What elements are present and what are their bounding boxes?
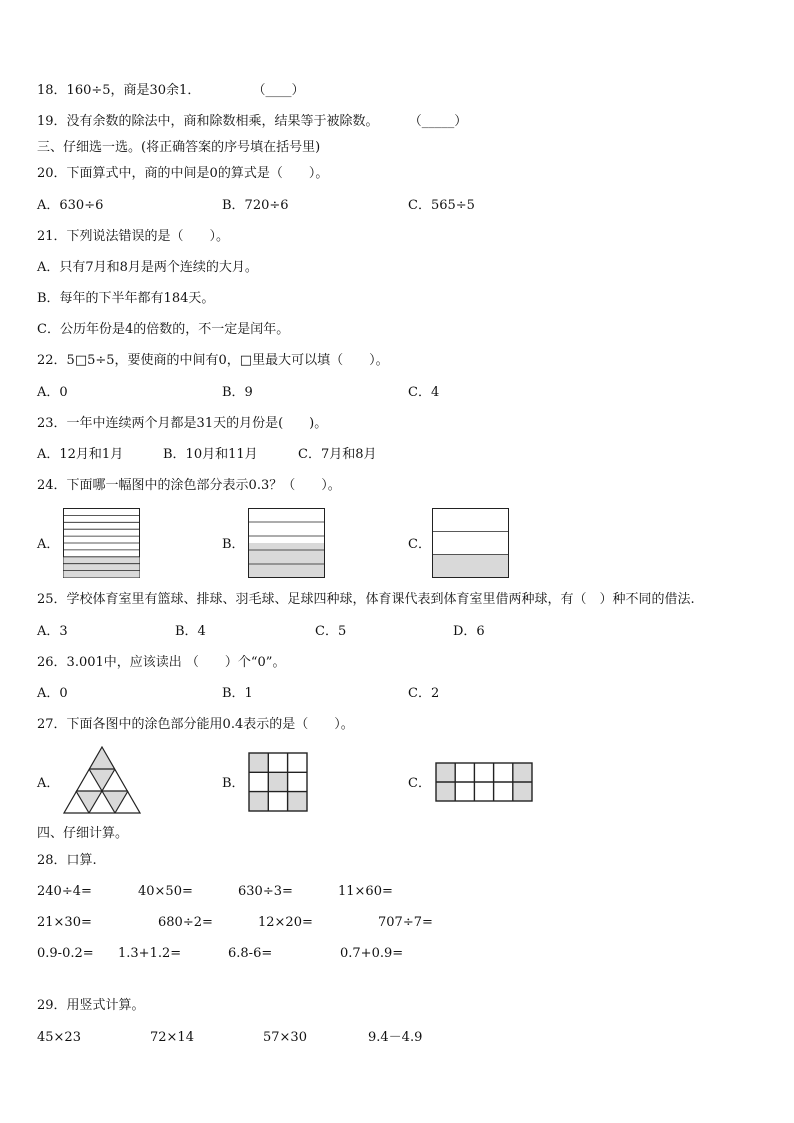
figure-27-b[interactable] (248, 752, 308, 812)
option-24-b-label[interactable]: B． (222, 537, 245, 552)
option-26-a[interactable]: A．0 (37, 686, 68, 701)
vertical-calc-item: 57×30 (263, 1030, 307, 1045)
oral-calc-item: 40×50= (138, 884, 193, 899)
option-25-c[interactable]: C．5 (315, 624, 347, 639)
option-21-a[interactable]: A．只有7月和8月是两个连续的大月。 (37, 260, 258, 275)
figure-24-c[interactable] (432, 508, 509, 578)
oral-calc-item: 0.7+0.9= (340, 946, 404, 961)
triangle-grid (63, 746, 141, 814)
question-22: 22．5□5÷5，要使商的中间有0，□里最大可以填（ ）。 (37, 353, 389, 368)
vertical-calc-item: 9.4－4.9 (368, 1030, 423, 1045)
option-27-a-label[interactable]: A． (37, 776, 60, 791)
option-20-c[interactable]: C．565÷5 (408, 198, 475, 213)
option-25-b[interactable]: B．4 (175, 624, 206, 639)
option-22-b[interactable]: B．9 (222, 385, 253, 400)
oral-calc-item: 11×60= (338, 884, 393, 899)
option-25-a[interactable]: A．3 (37, 624, 68, 639)
option-25-d[interactable]: D．6 (453, 624, 485, 639)
option-24-a-label[interactable]: A． (37, 537, 60, 552)
question-23: 23．一年中连续两个月都是31天的月份是( )。 (37, 416, 328, 431)
oral-calc-item: 21×30= (37, 915, 92, 930)
question-29: 29．用竖式计算。 (37, 998, 145, 1013)
answer-blank-18[interactable]: （____） (252, 83, 305, 98)
option-23-c[interactable]: C．7月和8月 (298, 447, 377, 462)
question-19-text: 19．没有余数的除法中，商和除数相乘，结果等于被除数。 (37, 114, 379, 129)
rectangle-third-shaded (432, 508, 509, 578)
rectangle-grid-5x2 (435, 762, 533, 802)
figure-24-a[interactable] (63, 508, 140, 578)
section-4-heading: 四、仔细计算。 (37, 826, 129, 841)
option-23-b[interactable]: B．10月和11月 (163, 447, 258, 462)
question-28: 28．口算. (37, 853, 97, 868)
option-24-c-label[interactable]: C． (408, 537, 431, 552)
oral-calc-item: 1.3+1.2= (118, 946, 182, 961)
striped-rectangle-30-percent (63, 508, 140, 578)
figure-27-a[interactable] (63, 746, 141, 814)
rectangle-half-shaded (248, 508, 325, 578)
oral-calc-item: 6.8-6= (228, 946, 273, 961)
figure-27-c[interactable] (435, 762, 533, 802)
question-20: 20．下面算式中，商的中间是0的算式是（ ）。 (37, 166, 329, 181)
option-27-c-label[interactable]: C． (408, 776, 431, 791)
question-24: 24．下面哪一幅图中的涂色部分表示0.3？（ ）。 (37, 478, 341, 493)
figure-24-b[interactable] (248, 508, 325, 578)
option-26-b[interactable]: B．1 (222, 686, 253, 701)
question-25: 25．学校体育室里有篮球、排球、羽毛球、足球四种球，体育课代表到体育室里借两种球，有（ ）种不同的借法. (37, 592, 695, 607)
option-21-c[interactable]: C．公历年份是4的倍数的，不一定是闰年。 (37, 322, 290, 337)
option-26-c[interactable]: C．2 (408, 686, 440, 701)
option-22-a[interactable]: A．0 (37, 385, 68, 400)
oral-calc-item: 240÷4= (37, 884, 92, 899)
oral-calc-item: 630÷3= (238, 884, 293, 899)
question-21: 21．下列说法错误的是（ ）。 (37, 229, 230, 244)
oral-calc-item: 0.9-0.2= (37, 946, 94, 961)
question-26: 26．3.001中，应该读出 （ ）个“0”。 (37, 655, 286, 670)
vertical-calc-item: 72×14 (150, 1030, 194, 1045)
option-22-c[interactable]: C．4 (408, 385, 440, 400)
square-grid-shading (249, 753, 307, 811)
square-grid-3x3 (248, 752, 308, 812)
figure-24-a-shading (64, 557, 140, 578)
question-18-text: 18．160÷5，商是30余1． (37, 83, 201, 98)
oral-calc-item: 12×20= (258, 915, 313, 930)
section-3-heading: 三、仔细选一选。(将正确答案的序号填在括号里) (37, 140, 321, 155)
option-23-a[interactable]: A．12月和1月 (37, 447, 124, 462)
option-20-b[interactable]: B．720÷6 (222, 198, 289, 213)
question-19 (37, 113, 467, 131)
oral-calc-item: 707÷7= (378, 915, 433, 930)
question-18 (37, 82, 305, 100)
option-20-a[interactable]: A．630÷6 (37, 198, 104, 213)
option-21-b[interactable]: B．每年的下半年都有184天。 (37, 291, 215, 306)
question-27: 27．下面各图中的涂色部分能用0.4表示的是（ ）。 (37, 717, 354, 732)
answer-blank-19[interactable]: （_____） (408, 114, 468, 129)
vertical-calc-item: 45×23 (37, 1030, 81, 1045)
oral-calc-item: 680÷2= (158, 915, 213, 930)
option-27-b-label[interactable]: B． (222, 776, 245, 791)
